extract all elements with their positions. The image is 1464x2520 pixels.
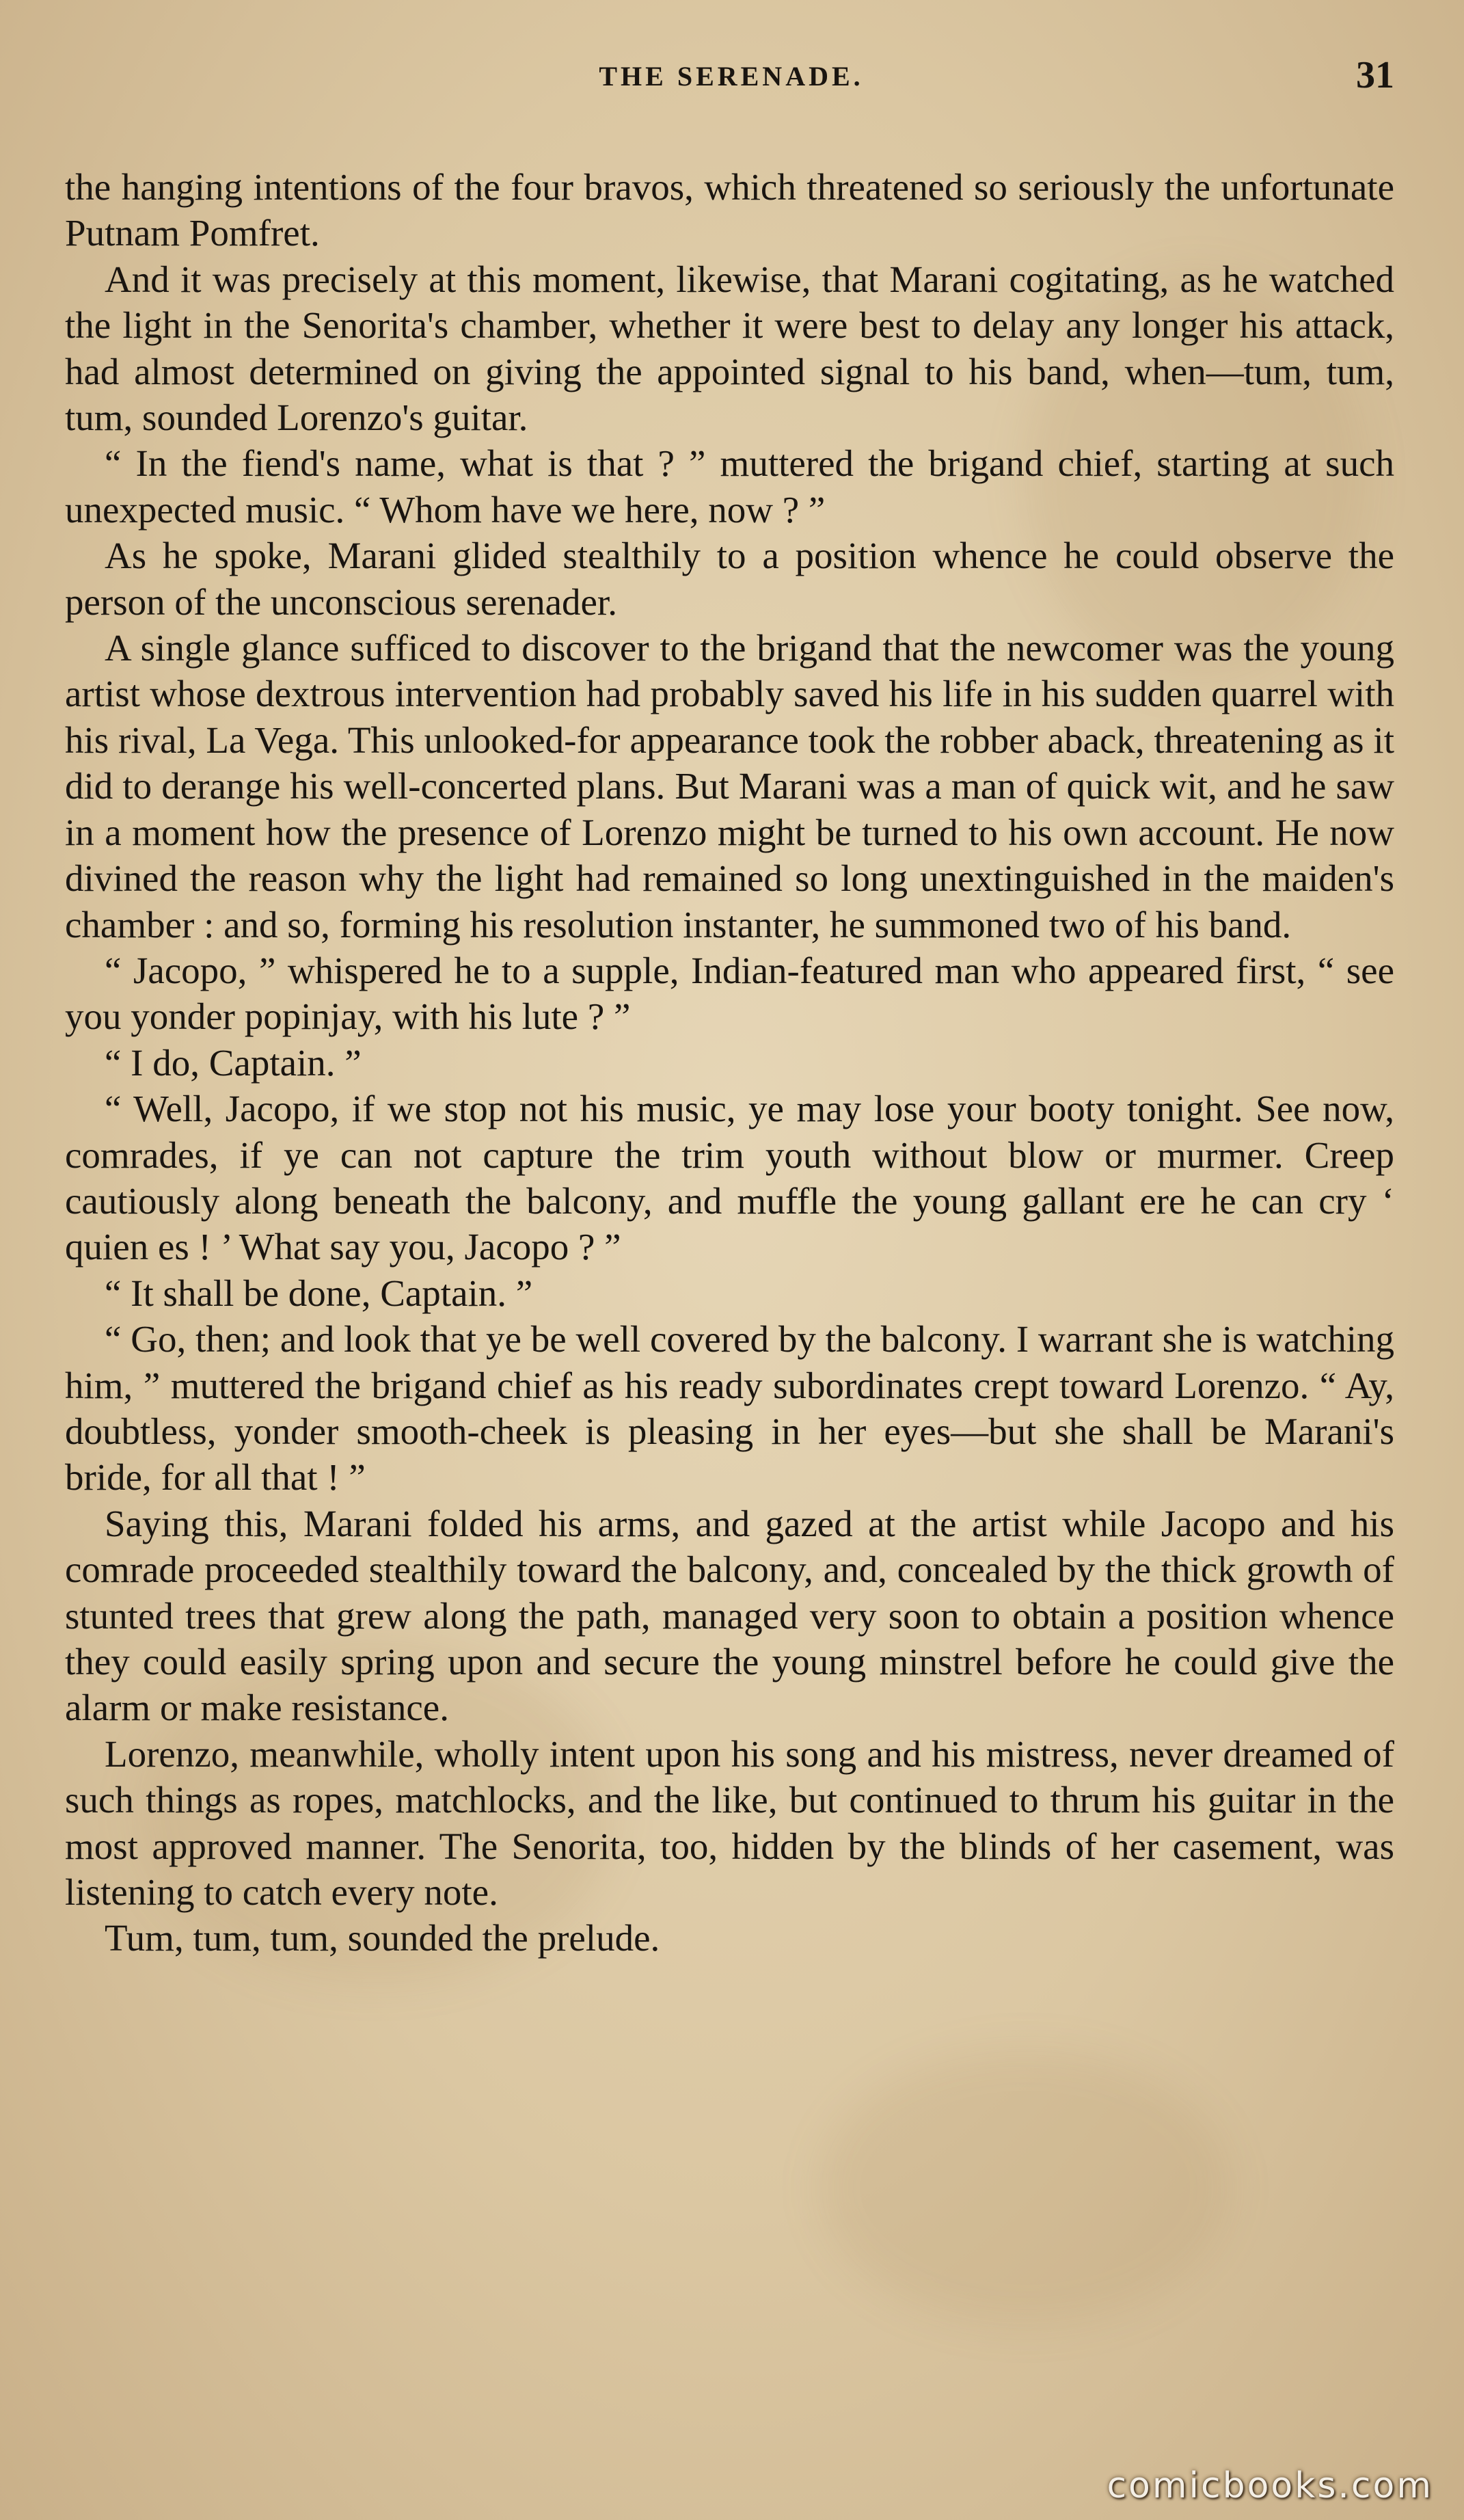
paragraph: Lorenzo, meanwhile, wholly intent upon his song and his mistress, never dreamed of such things as ropes, matchlocks, and the like, but continued to thrum his guitar in the most approved manner. The Senorita, too, hidden by the blinds of her casement, was listening to catch every note. — [65, 1732, 1394, 1914]
paper-stain — [820, 2051, 1230, 2324]
paragraph: “ It shall be done, Captain. ” — [105, 1272, 533, 1314]
body-text — [65, 164, 1394, 1961]
paragraph: “ Go, then; and look that ye be well covered by the balcony. I warrant she is watching him, ” muttered the brigand chief as his ready subordinates crept toward Lorenzo. “ Ay, doubtless, yonder smooth-cheek is pleasing in her eyes—but she shall be Marani's bride, for all that ! ” — [65, 1318, 1394, 1499]
paragraph: “ I do, Captain. ” — [105, 1041, 362, 1084]
paragraph: And it was precisely at this moment, likewise, that Marani cogitating, as he watched the light in the Senorita's chamber, whether it were best to delay any longer his attack, had almost determined on giving the appointed signal to his band, when—tum, tum, tum, sounded Lorenzo's guitar. — [65, 258, 1394, 439]
running-head: THE SERENADE. — [599, 61, 864, 92]
page-header — [68, 53, 1394, 101]
watermark: comicbooks.com — [1107, 2465, 1433, 2506]
paragraph: “ Jacopo, ” whispered he to a supple, Indian-featured man who appeared first, “ see you yonder popinjay, with his lute ? ” — [65, 949, 1394, 1038]
paragraph: A single glance sufficed to discover to the brigand that the newcomer was the young artist whose dextrous intervention had probably saved his life in his sudden quarrel with his rival, La Vega. This unlooked-for appearance took the robber aback, threatening as it did to derange his well-concerted plans. But Marani was a man of quick wit, and he saw in a moment how the presence of Lorenzo might be turned to his own account. He now divined the reason why the light had remained so long unextinguished in the maiden's chamber : and so, forming his resolution instanter, he summoned two of his band. — [65, 627, 1394, 946]
paragraph: As he spoke, Marani glided stealthily to a position whence he could observe the person of the unconscious serenader. — [65, 535, 1394, 623]
paragraph: “ Well, Jacopo, if we stop not his music, ye may lose your booty tonight. See now, comrades, if ye can not capture the trim youth without blow or murmer. Creep cautiously along beneath the balcony, and muffle the young gallant ere he can cry ‘ quien es ! ’ What say you, Jacopo ? ” — [65, 1088, 1394, 1268]
paragraph: the hanging intentions of the four bravos, which threatened so seriously the unfortunate Putnam Pomfret. — [65, 166, 1394, 254]
paragraph: Saying this, Marani folded his arms, and gazed at the artist while Jacopo and his comrade proceeded stealthily toward the balcony, and, concealed by the thick growth of stunted trees that grew along the path, managed very soon to obtain a position whence they could easily spring upon and secure the young minstrel before he could give the alarm or make resistance. — [65, 1502, 1394, 1729]
paragraph: Tum, tum, tum, sounded the prelude. — [105, 1917, 660, 1959]
page-number: 31 — [1356, 54, 1394, 96]
paragraph: “ In the fiend's name, what is that ? ” muttered the brigand chief, starting at such unexpected music. “ Whom have we here, now ? ” — [65, 442, 1394, 531]
